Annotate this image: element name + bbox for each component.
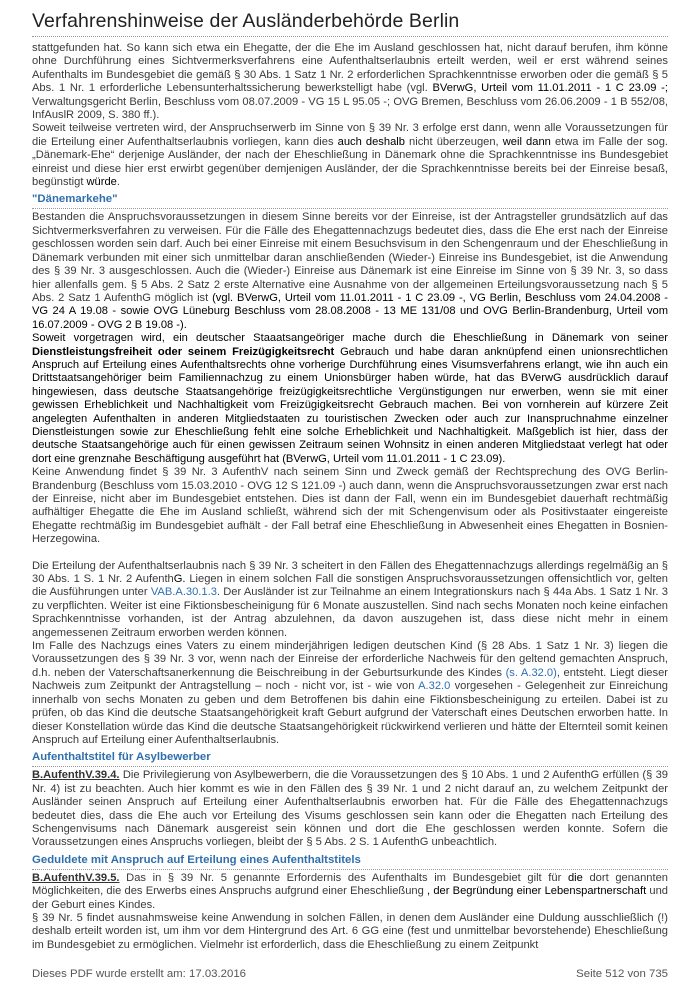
page-header <box>32 10 668 37</box>
text-run: Soweit vorgetragen wird, ein deutscher Staaatsangeöriger mache durch die Eheschließung in Dänemark von seiner <box>32 332 668 345</box>
text-run: Soweit teilweise vertreten wird, der Anspruchserwerb im Sinne von § 39 Nr. 3 erfolge erst dann, wenn alle Voraussetzungen für die Erteilung einer Aufenthaltserlaubnis vorliegen, kann dies <box>32 122 668 148</box>
text-run: Liegen in einem solchen Fall die sonstigen Anspruchsvoraussetzungen offensichtlich vor, gelten die Ausführungen unter <box>32 573 669 599</box>
text-run: vorgesehen - Gelegenheit zur Einreichung innerhalb von sechs Monaten zu geben und dem Betroffenen bis dahin eine Fiktionsbescheinigung zu erteilen. Dabei ist zu prüfen, ob das Kind die deutsche Staatsangehörigkeit kraft Geburt aufgrund der Vaterschaft eines Deutschen erworben hatte. In dieser Konstellation würde das Kind die deutsche Staatsangehörigkeit rückwirkend verlieren und hätte der Elternteil somit keinen Anspruch auf Erteilung einer Aufenthaltserlaubnis. <box>32 680 668 746</box>
text-run: stattgefunden hat. So kann sich etwa ein Ehegatte, der die Ehe im Ausland geschlossen hat, nicht darauf berufen, ihm könne ohne Durchführung eines Sichtvermerksverfahrens eine Aufenthaltserlaubnis erteilt werden, weil er erst während seines Aufenthalts im Bundesgebiet die gemäß § 30 Abs. 1 Satz 1 Nr. 2 erforderlichen Sprachkenntnisse erworben oder die gemäß § 5 Abs. 1 Nr. 1 erforderliche Lebensunterhaltssicherung bewerkstelligt habe (vgl. <box>32 42 668 95</box>
text-run-dark: , der Begründung einer Lebenspartnerschaft <box>427 885 647 898</box>
paragraph-asylbewerber <box>32 769 668 849</box>
text-run: Im Falle des Nachzugs eines Vaters zu einem minderjährigen ledigen deutschen Kind (§ 28 Abs. 1 Satz 1 Nr. 3) liegen die Voraussetzungen des § 39 Nr. 3 vor, wenn nach der Einreise der erforderliche Nachweis für den geltend gemachten Anspruch, d.h. neben der Vaterschaftsanerkennung die Beischreibung in der Geburtsurkunde des Kindes <box>32 640 668 679</box>
text-run: Die Erteilung der Aufenthaltserlaubnis nach § 39 Nr. 3 scheitert in den Fällen des Ehegattennachzugs allerdings regelmäßig an § 30 Abs. 1 S. 1 Nr. 2 Aufenth <box>32 559 668 586</box>
section-marker: B.AufenthV.39.4. <box>32 769 120 782</box>
section-heading-geduldete: Geduldete mit Anspruch auf Erteilung eines Aufenthaltstitels <box>32 853 668 870</box>
paragraph-geduldete <box>32 872 668 912</box>
link-vab-a-30-1-3[interactable]: VAB.A.30.1.3 <box>150 586 217 599</box>
text-run: Verwaltungsgericht Berlin, Beschluss vom 08.07.2009 - VG 15 L 95.05 -; OVG Bremen, Beschluss vom 26.06.2009 - 1 B 552/08, InfAuslR 2009, S. 380 ff.). <box>32 95 668 122</box>
paragraph-sichtvermerksverfahren <box>32 211 668 332</box>
paragraph-ehegattennachzug <box>32 560 668 640</box>
text-run: . Der Ausländer ist zur Teilnahme an einem Integrationskurs nach § 44a Abs. 1 Satz 1 Nr. 3 zu verpflichten. Weiter ist eine Fiktionsbescheinigung für 6 Monate auszustellen. Sind nach sechs Monaten noch keine einfachen Sprachkenntnisse vorhanden, ist der Antrag abzulehnen, da davon auszugehen ist, dass diese nicht mehr in einem angemessenen Zeitraum erworben werden können. <box>32 586 668 639</box>
document-body <box>32 42 668 952</box>
text-run-dark: die <box>567 871 583 884</box>
paragraph-anspruchserwerb <box>32 122 668 189</box>
text-run-dark: G. <box>173 573 186 586</box>
text-run: dort genannten Möglichkeiten, die des Erwerbs eines Anspruchs aufgrund einer Eheschließung <box>32 871 668 898</box>
paragraph-einreise-sichtvermerk <box>32 42 668 122</box>
section-marker: B.AufenthV.39.5. <box>32 871 120 884</box>
footer-page-number: Seite 512 von 735 <box>576 968 668 980</box>
paragraph-keine-anwendung: Keine Anwendung findet § 39 Nr. 3 AufenthV nach seinem Sinn und Zweck gemäß der Rechtsprechung des OVG Berlin-Brandenburg (Beschluss vom 15.03.2010 - OVG 12 S 121.09 -) auch dann, wenn die Anspruchsvoraussetzungen zwar erst nach der Einreise, nicht aber im Bundesgebiet entstehen. Dies ist dann der Fall, wenn ein im Bundesgebiet dauerhaft rechtmäßig aufhältiger Ehegatte die Ehe im Ausland schließt, während sich der mit Schengenvisum oder als Positivstaater eingereiste Ehegatte rechtmäßig im Bundesgebiet aufhält - der Fall betraf eine Eheschließung in Abwesenheit eines Ehegatten in Bosnien-Herzegowina. <box>32 466 668 546</box>
section-heading-daenemarkehe: "Dänemarkehe" <box>32 192 668 209</box>
link-a-32-0-first[interactable]: (s. A.32.0) <box>505 666 557 679</box>
text-run: Bestanden die Anspruchsvoraussetzungen in diesem Sinne bereits vor der Einreise, ist der Antragsteller grundsätzlich auf das Sichtvermerksverfahren zu verweisen. Für die Fälle des Ehegattennachzugs bedeutet dies, dass die Ehe erst nach der Einreise geschlossen worden sein darf. Auch bei einer Einreise mit einem Besuchsvisum in den Schengenraum und der Eheschließung in Dänemark verbunden mit einer sich unmittelbar daran anschließenden (Wieder-) Einreise ins Bundesgebiet, ist die Anwendung des § 39 Nr. 3 ausgeschlossen. Auch die (Wieder-) Einreise aus Dänemark ist eine Einreise im Sinne von § 39 Nr. 3, so dass hier allenfalls gem. § 5 Abs. 2 Satz 2 erste Alternative eine Ausnahme von der allgemeinen Erteilungsvoraussetzung nach § 5 Abs. 2 Satz 1 AufenthG möglich ist <box>32 211 668 304</box>
citation-bverwg: BVerwG, Urteil vom 11.01.2011 - 1 C 23.09 -; <box>432 82 668 95</box>
text-run-dark: auch deshalb <box>337 135 405 148</box>
footer-created-date: Dieses PDF wurde erstellt am: 17.03.2016 <box>32 968 246 980</box>
paragraph-duldung-ausnahme: § 39 Nr. 5 findet ausnahmsweise keine Anwendung in solchen Fällen, in denen dem Ausländer eine Duldung ausschließlich (!) deshalb erteilt worden ist, um ihm vor dem Hintergrund des Art. 6 GG eine (fest und unmittelbar bevorstehende) Eheschließung im Bundesgebiet zu ermöglichen. Vielmehr ist erforderlich, dass die Eheschließung zu einem Zeitpunkt <box>32 911 668 951</box>
text-run-dark: Gebrauch und habe daran anknüpfend einen unionsrechtlichen Anspruch auf Erteilung eines Aufenthaltsrechts ohne vorherige Durchführung eines Visumsverfahrens erlangt, wie ihn auch ein Drittstaatsangehöriger beim Familiennachzug zu einem Unionsbürger haben würde, hat das BVerwG ausdrücklich darauf hingewiesen, dass deutsche Staatsangehörige freizügigkeitsrechtliche Vergünstigungen nur erwerben, wenn sie mit einer gewissen Erheblichkeit und Nachhaltigkeit vom Freizügigkeitsrecht Gebrauch machen. Bei von vornherein auf kürzere Zeit angelegten Aufenthalten in anderen Mitgliedstaaten zu touristischen Zwecken oder auch zur Inanspruchnahme einzelner Dienstleistungen sowie zur Eheschließung fehlt eine solche Erheblichkeit und Nachhaltigkeit. Maßgeblich ist hier, dass der deutsche Staatsangehörige auch für einen gewissen Zeitraum seinen Wohnsitz in einen anderen Mitgliedstaat verlegt hat oder dort eine grenznahe Beschäftigung ausgeführt hat (BVerwG, Urteil vom 11.01.2011 - 1 C 23.09). <box>32 345 668 465</box>
citation-list: (vgl. BVerwG, Urteil vom 11.01.2011 - 1 C 23.09 -, VG Berlin, Beschluss vom 24.04.2008 - VG 24 A 19.08 - sowie OVG Lüneburg Beschluss vom 28.08.2008 - 13 ME 131/08 und OVG Berlin-Brandenburg, Urteil vom 16.07.2009 - OVG 2 B 19.08 -). <box>32 291 668 331</box>
page-title: Verfahrenshinweise der Ausländerbehörde Berlin <box>32 10 460 32</box>
text-run: , entsteht. Liegt dieser Nachweis zum Zeitpunkt der Antragstellung – noch - nicht vor, ist - wie von <box>32 666 668 693</box>
text-run: und der Geburt eines Kindes. <box>32 885 668 911</box>
link-a-32-0-second[interactable]: A.32.0 <box>418 680 451 693</box>
text-run-dark: würde <box>86 176 117 189</box>
paragraph-dienstleistungsfreiheit <box>32 332 668 466</box>
paragraph-vaternachzug <box>32 640 668 747</box>
text-run-dark: weil dann <box>502 135 551 148</box>
bold-term: Dienstleistungsfreiheit oder seinem Freizügigkeitsrecht <box>32 345 335 358</box>
text-run: Die Privilegierung von Asylbewerbern, die die Voraussetzungen des § 10 Abs. 1 und 2 AufenthG erfüllen (§ 39 Nr. 4) ist zu beachten. Auch hier kommt es wie in den Fällen des § 39 Nr. 1 und 2 nicht darauf an, zu welchem Zeitpunkt der Ausländer seinen Anspruch auf Erteilung einer Aufenthaltserlaubnis erworben hat. Für die Fälle des Ehegattennachzugs bedeutet dies, dass die Ehe auch vor Erteilung des Visums geschlossen sein kann oder die Ehegatten nach Erteilung des Schengenvisums nach Dänemark ausgereist sein können und dort die Ehe geschlossen werden konnte. Sofern die Voraussetzungen eines Anspruchs vorliegen, bleibt der § 5 Abs. 2 S. 1 AufenthG unbeachtlich. <box>32 769 668 849</box>
text-run: Das in § 39 Nr. 5 genannte Erfordernis des Aufenthalts im Bundesgebiet gilt für <box>119 871 568 884</box>
text-run: . <box>116 176 120 189</box>
section-heading-asylbewerber: Aufenthaltstitel für Asylbewerber <box>32 750 668 767</box>
text-run: nicht überzeugen, <box>404 135 503 148</box>
text-run: etwa im Falle der sog. „Dänemark-Ehe“ derjenige Ausländer, der nach der Eheschließung in Dänemark ohne die Sprachkenntnisse ins Bundesgebiet einreist und diese hier erst erwirbt gegenüber demjenigen Ausländer, der die Sprachkenntnisse bereits bei der Einreise besaß, begünstigt <box>32 135 668 189</box>
